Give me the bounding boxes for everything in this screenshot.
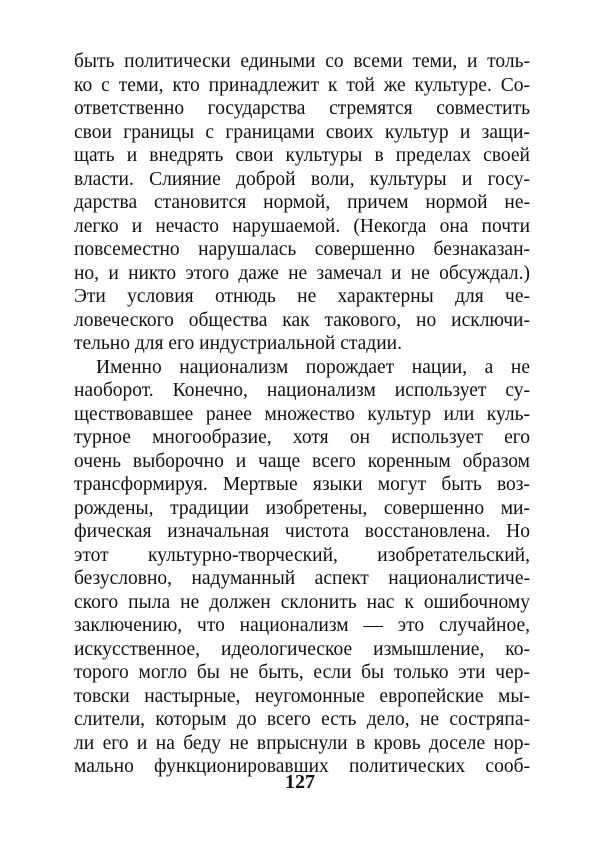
text-line: ответственно государства стремятся совместить: [74, 98, 530, 119]
text-line: свои границы с границами своих культур и защи-: [74, 121, 530, 143]
text-line: фическая изначальная чистота восстановлена. Но: [74, 521, 530, 542]
text-line: рождены, традиции изобретены, совершенно ми-: [74, 497, 530, 519]
text-line: быть политически едиными со всеми теми, и толь-: [74, 51, 530, 72]
body-text: [74, 50, 530, 779]
text-line: ществовавшее ранее множество культур или куль-: [74, 403, 530, 425]
text-line: повсеместно нарушалась совершенно безнаказан-: [74, 239, 530, 260]
text-line: слители, которым до всего есть дело, не состряпа-: [74, 709, 530, 730]
text-line: наоборот. Конечно, национализм использует су-: [74, 380, 530, 401]
text-line: мально функционировавших политических сооб-: [74, 756, 530, 777]
text-line: ко с теми, кто принадлежит к той же культуре. Со-: [74, 74, 530, 96]
text-line: очень выборочно и чаще всего коренным образом: [74, 450, 530, 472]
text-line: легко и нечасто нарушаемой. (Некогда она почти: [74, 215, 530, 237]
text-line: ского пыла не должен склонить нас к ошибочному: [74, 591, 530, 613]
text-line: этот культурно-творческий, изобретательский,: [74, 544, 530, 566]
text-line: торого могло бы не быть, если бы только эти чер-: [74, 662, 530, 683]
text-line: Именно национализм порождает нации, а не: [96, 356, 530, 378]
text-line: ли его и на беду не впрыснули в кровь доселе нор-: [74, 732, 530, 754]
text-line: заключению, что национализм — это случайное,: [74, 615, 530, 636]
text-line: товски настырные, неугомонные европейские мы-: [74, 685, 530, 707]
text-line: трансформируя. Мертвые языки могут быть воз-: [74, 474, 530, 495]
text-line: искусственное, идеологическое измышление, ко-: [74, 638, 530, 660]
text-line: щать и внедрять свои культуры в пределах своей: [74, 145, 530, 166]
text-line: дарства становится нормой, причем нормой не-: [74, 192, 530, 213]
text-line: власти. Слияние доброй воли, культуры и госу-: [74, 168, 530, 190]
page-number: 127: [285, 771, 315, 793]
text-line: тельно для его индустриальной стадии.: [74, 333, 402, 354]
text-line: но, и никто этого даже не замечал и не обсуждал.): [74, 262, 530, 284]
text-line: Эти условия отнюдь не характерны для че-: [74, 286, 530, 307]
text-line: ловеческого общества как такового, но исключи-: [74, 309, 530, 331]
text-line: безусловно, надуманный аспект националистиче-: [74, 568, 530, 589]
text-line: турное многообразие, хотя он использует его: [74, 427, 530, 448]
